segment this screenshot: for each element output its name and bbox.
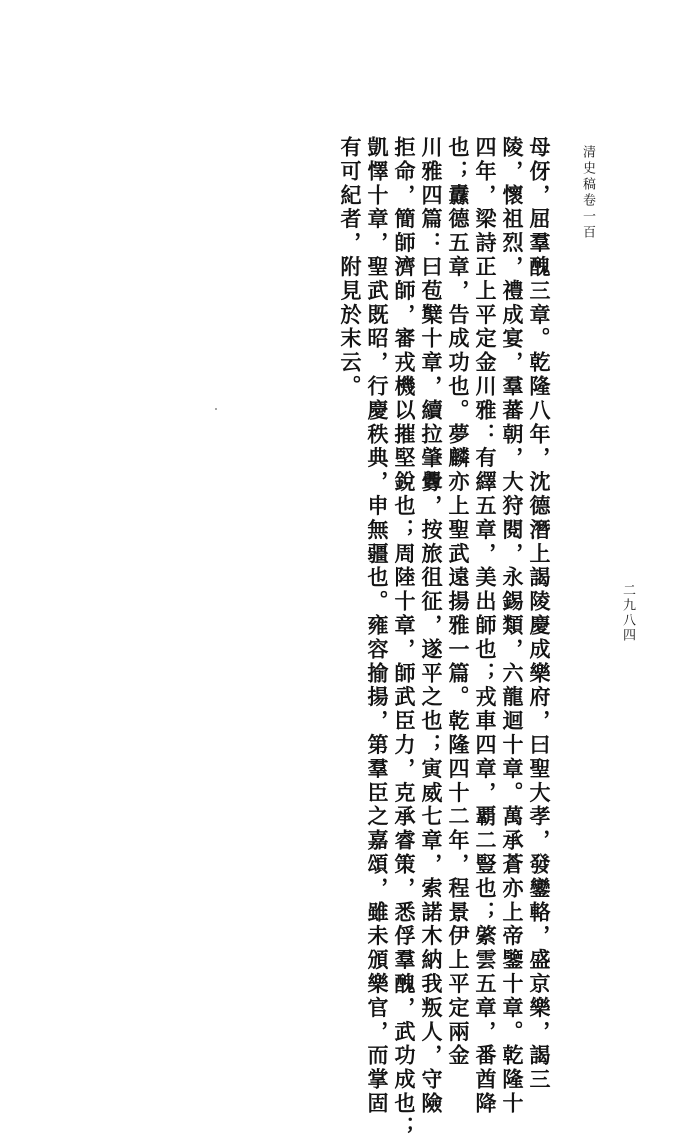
text-column-3: 四年，梁詩正上平定金川雅：有繹五章，美出師也；戎車四章，覇二豎也；綮雲五章，番酋降: [473, 136, 498, 1116]
text-column-7: 凱懌十章，聖武既昭，行慶秩典，申無疆也。雍容揄揚，第羣臣之嘉頌，雖未頒樂官，而掌固: [365, 136, 390, 1116]
text-column-4: 也；纛德五章，告成功也。夢麟亦上聖武遠揚雅一篇。乾隆四十二年，程景伊上平定兩金: [446, 136, 471, 1069]
running-title: 清史稿卷一百: [580, 145, 595, 241]
page-number: 二九八四: [620, 583, 635, 643]
text-column-2: 陵，懷祖烈，禮成宴，羣蕃朝，大狩閱，永錫類，六龍迴十章。萬承蒼亦上帝鑒十章。乾隆十: [500, 136, 525, 1116]
text-column-8: 有可紀者，附見於末云。: [338, 136, 363, 399]
paper-speck: [215, 408, 217, 410]
main-text: [313, 136, 553, 1140]
text-column-1: 母伢，屈羣醜三章。乾隆八年，沈德潛上謁陵慶成樂府，曰聖大孝，發鑾輅，盛京樂，謁三: [527, 136, 552, 1092]
text-column-5: 川雅四篇：曰苞櫱十章，續拉肇釁，按旅徂征，遂平之也；寅威七章，索諾木納我叛人，守險: [419, 136, 444, 1116]
text-column-6: 拒命，簡師濟師，審戎機以摧堅銳也；周陸十章，師武臣力，克承睿策，悉俘羣醜，武功成也；: [392, 136, 417, 1140]
